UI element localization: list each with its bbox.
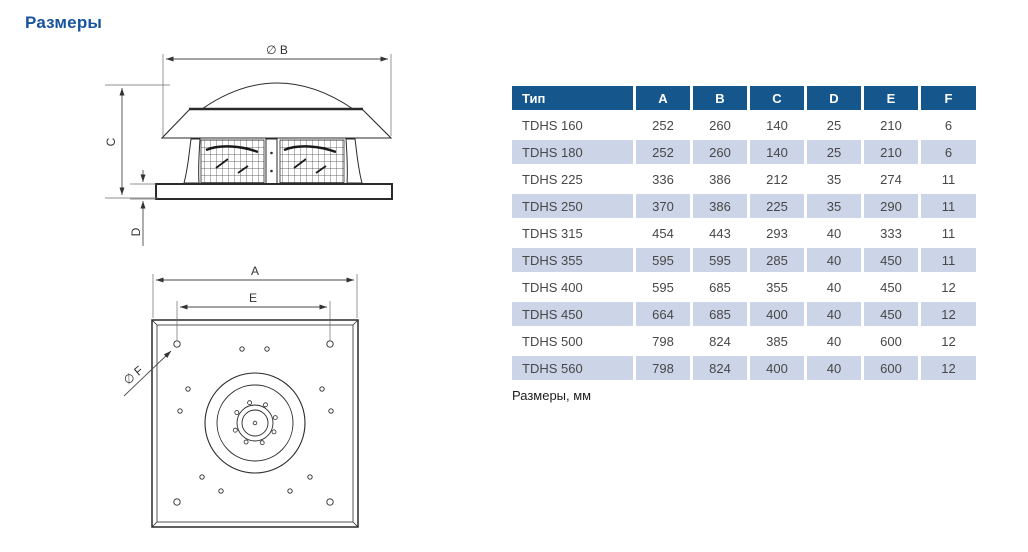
table-header-cell: Тип (512, 86, 633, 110)
table-cell: 685 (693, 302, 747, 326)
table-cell: 11 (921, 221, 976, 245)
table-cell: 25 (807, 113, 861, 137)
table-cell: 336 (636, 167, 690, 191)
technical-drawing (95, 30, 475, 545)
bolt-holes (233, 401, 277, 445)
table-cell: 600 (864, 356, 918, 380)
table-cell: 35 (807, 194, 861, 218)
dimensions-table (512, 86, 976, 380)
table-row-label: TDHS 500 (512, 329, 633, 353)
table-row-label: TDHS 560 (512, 356, 633, 380)
table-cell: 252 (636, 140, 690, 164)
table-row-label: TDHS 225 (512, 167, 633, 191)
table-cell: 40 (807, 275, 861, 299)
table-cell: 450 (864, 302, 918, 326)
top-view-drawing (152, 320, 358, 527)
table-caption: Размеры, мм (512, 388, 592, 403)
table-cell: 40 (807, 248, 861, 272)
table-cell: 664 (636, 302, 690, 326)
table-row-label: TDHS 315 (512, 221, 633, 245)
table-header-cell: E (864, 86, 918, 110)
table-cell: 140 (750, 113, 804, 137)
table-cell: 212 (750, 167, 804, 191)
table-cell: 40 (807, 221, 861, 245)
table-cell: 40 (807, 356, 861, 380)
dim-label-a: A (250, 264, 260, 278)
dim-label-diameter-f: ∅ F (120, 363, 146, 388)
dim-label-c: C (104, 137, 118, 147)
table-cell: 798 (636, 356, 690, 380)
table-cell: 370 (636, 194, 690, 218)
table-cell: 454 (636, 221, 690, 245)
dim-label-diameter-b: ∅ B (266, 43, 288, 57)
table-cell: 11 (921, 167, 976, 191)
table-cell: 798 (636, 329, 690, 353)
table-cell: 252 (636, 113, 690, 137)
dim-label-d: D (129, 227, 143, 237)
table-cell: 685 (693, 275, 747, 299)
table-cell: 400 (750, 356, 804, 380)
table-cell: 12 (921, 275, 976, 299)
table-cell: 12 (921, 302, 976, 326)
table-header-cell: F (921, 86, 976, 110)
table-cell: 12 (921, 356, 976, 380)
table-cell: 225 (750, 194, 804, 218)
table-cell: 595 (636, 275, 690, 299)
table-cell: 824 (693, 329, 747, 353)
table-cell: 12 (921, 329, 976, 353)
table-cell: 595 (693, 248, 747, 272)
table-cell: 600 (864, 329, 918, 353)
table-cell: 595 (636, 248, 690, 272)
table-cell: 274 (864, 167, 918, 191)
table-cell: 6 (921, 113, 976, 137)
table-row-label: TDHS 160 (512, 113, 633, 137)
table-cell: 824 (693, 356, 747, 380)
table-cell: 450 (864, 275, 918, 299)
table-header-cell: C (750, 86, 804, 110)
table-cell: 290 (864, 194, 918, 218)
table-cell: 443 (693, 221, 747, 245)
side-view-drawing (156, 83, 392, 199)
table-cell: 386 (693, 194, 747, 218)
table-cell: 35 (807, 167, 861, 191)
table-cell: 285 (750, 248, 804, 272)
base-plate-side (156, 184, 392, 199)
table-header-cell: B (693, 86, 747, 110)
dim-label-e: E (248, 291, 258, 305)
table-cell: 140 (750, 140, 804, 164)
table-row-label: TDHS 400 (512, 275, 633, 299)
table-header-cell: A (636, 86, 690, 110)
dimensions-section (512, 86, 976, 403)
table-cell: 40 (807, 302, 861, 326)
table-cell: 11 (921, 194, 976, 218)
table-cell: 260 (693, 113, 747, 137)
table-cell: 40 (807, 329, 861, 353)
table-cell: 355 (750, 275, 804, 299)
table-row-label: TDHS 450 (512, 302, 633, 326)
table-row-label: TDHS 250 (512, 194, 633, 218)
table-row-label: TDHS 180 (512, 140, 633, 164)
table-cell: 385 (750, 329, 804, 353)
table-cell: 210 (864, 140, 918, 164)
table-cell: 210 (864, 113, 918, 137)
table-row-label: TDHS 355 (512, 248, 633, 272)
table-cell: 260 (693, 140, 747, 164)
table-cell: 386 (693, 167, 747, 191)
table-cell: 25 (807, 140, 861, 164)
right-leg (346, 139, 362, 183)
page-title: Размеры (25, 13, 103, 32)
left-leg (184, 139, 200, 183)
table-header-cell: D (807, 86, 861, 110)
table-cell: 11 (921, 248, 976, 272)
table-cell: 333 (864, 221, 918, 245)
table-cell: 6 (921, 140, 976, 164)
impeller-circles (205, 373, 305, 473)
table-cell: 400 (750, 302, 804, 326)
table-cell: 293 (750, 221, 804, 245)
center-post (266, 139, 277, 184)
table-cell: 450 (864, 248, 918, 272)
